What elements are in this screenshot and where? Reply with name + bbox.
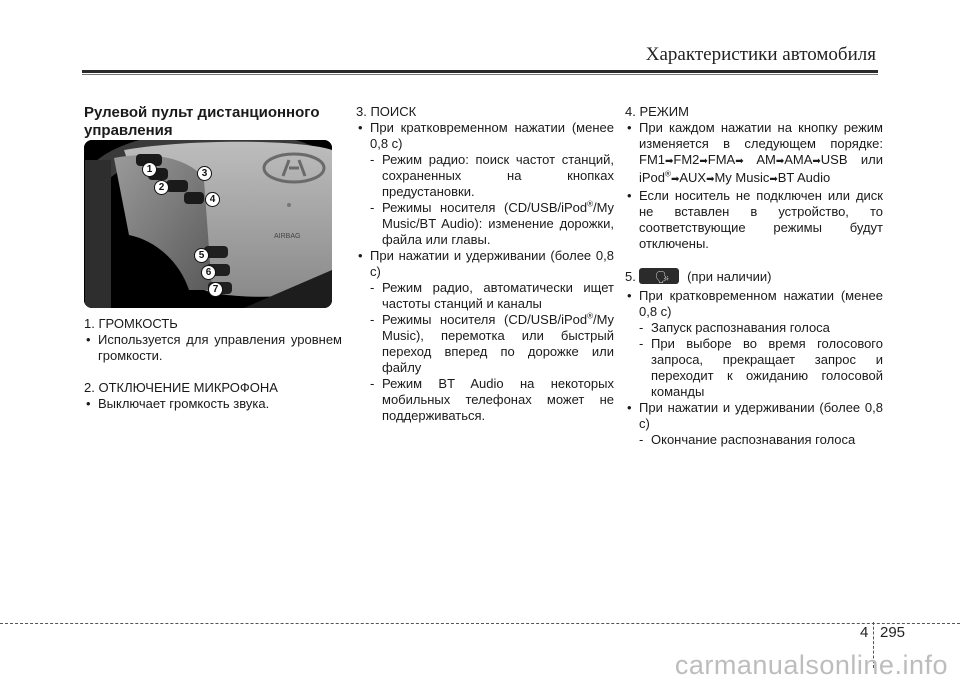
steering-wheel-illustration xyxy=(84,140,332,308)
callout-5: 5 xyxy=(194,248,209,263)
callout-4: 4 xyxy=(205,192,220,207)
callout-7: 7 xyxy=(208,282,223,297)
item-1-bullet: • Используется для управления уровнем громкости. xyxy=(84,332,342,364)
item-5-heading: 5. 🗣 (при наличии) xyxy=(625,269,772,284)
speak-icon: 🗣 xyxy=(639,268,679,284)
callout-2: 2 xyxy=(154,180,169,195)
item-3-bullet-long-press: • При нажатии и удерживании (более 0,8 с) xyxy=(356,248,614,280)
page-number: 295 xyxy=(880,624,906,641)
column-1 xyxy=(84,104,342,412)
item-5-bullet-short-press: • При кратковременном нажатии (менее 0,8 с) xyxy=(625,288,883,320)
item-3-media-mode: - Режимы носителя (CD/USB/iPod®/My Music/BT Audio): изменение дорожки, файла или главы. xyxy=(356,200,614,248)
arrow-icon: ➡ xyxy=(699,156,708,167)
page-header-title: Характеристики автомобиля xyxy=(645,44,876,65)
column-2 xyxy=(356,104,614,424)
arrow-icon: ➡ xyxy=(812,156,821,167)
callout-1: 1 xyxy=(142,162,157,177)
item-5-start-recognition: - Запуск распознавания голоса xyxy=(625,320,883,336)
arrow-icon: ➡ xyxy=(706,174,715,185)
watermark: carmanualsonline.info xyxy=(674,650,948,680)
item-3-media-seek: - Режимы носителя (CD/USB/iPod®/My Music), перемотка или быстрый переход вперед по дорожке или файлу xyxy=(356,312,614,376)
callout-6: 6 xyxy=(201,265,216,280)
arrow-icon: ➡ xyxy=(775,156,785,167)
item-3-heading: 3. ПОИСК xyxy=(356,104,417,119)
arrow-icon: ➡ xyxy=(670,174,680,185)
callout-3: 3 xyxy=(197,166,212,181)
item-3-radio-mode: - Режим радио: поиск частот станций, сохраненных на кнопках предустановки. xyxy=(356,152,614,200)
item-3-bt-audio-note: - Режим BT Audio на некоторых мобильных телефонах может не поддерживаться. xyxy=(356,376,614,424)
item-5-bullet-long-press: • При нажатии и удерживании (более 0,8 с) xyxy=(625,400,883,432)
arrow-icon: ➡ xyxy=(665,156,674,167)
item-3-bullet-short-press: • При кратковременном нажатии (менее 0,8 с) xyxy=(356,120,614,152)
arrow-icon: ➡ xyxy=(769,174,778,185)
column-3 xyxy=(625,104,883,448)
item-5-stop-request: - При выборе во время голосового запроса, прекращает запрос и переходит к ожиданию голосовой команды xyxy=(625,336,883,400)
item-2-bullet: • Выключает громкость звука. xyxy=(84,396,342,412)
item-2-heading: 2. ОТКЛЮЧЕНИЕ МИКРОФОНА xyxy=(84,380,278,395)
airbag-label: AIRBAG xyxy=(274,233,301,240)
arrow-icon: ➡ xyxy=(735,156,744,167)
item-4-mode-sequence: • При каждом нажатии на кнопку режим изменяется в следующем порядке: FM1➡FM2➡FMA➡ AM➡AMA➡USB или iPod®➡AUX➡My Music➡BT Audio xyxy=(625,120,883,188)
steering-wheel-figure xyxy=(84,140,332,308)
header-rule-thin xyxy=(82,74,878,75)
item-5-end-recognition: - Окончание распознавания голоса xyxy=(625,432,883,448)
footer-dashed-rule xyxy=(0,623,960,624)
item-4-disabled-note: • Если носитель не подключен или диск не вставлен в устройство, то соответствующие режимы будут отключены. xyxy=(625,188,883,252)
chapter-number: 4 xyxy=(860,624,869,641)
item-4-heading: 4. РЕЖИМ xyxy=(625,104,689,119)
item-1-heading: 1. ГРОМКОСТЬ xyxy=(84,316,178,331)
header-rule xyxy=(82,70,878,73)
item-3-radio-auto: - Режим радио, автоматически ищет частоты станций и каналы xyxy=(356,280,614,312)
section-title: Рулевой пульт дистанционного управления xyxy=(84,104,320,139)
